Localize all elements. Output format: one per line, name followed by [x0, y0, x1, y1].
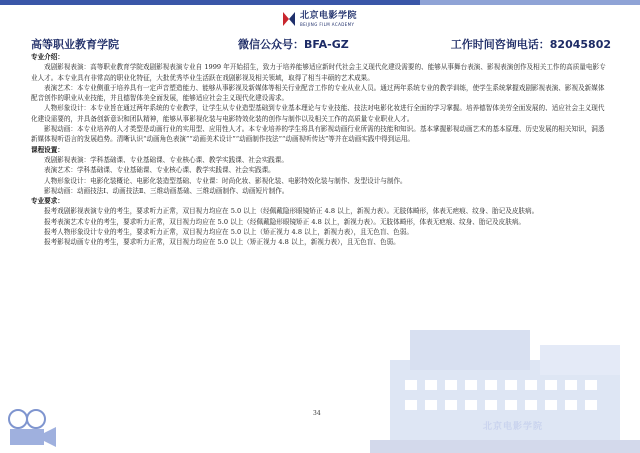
academy-logo	[282, 7, 372, 31]
page-number: 34	[313, 410, 321, 417]
section-heading-courses: 课程设置：	[31, 145, 64, 154]
paragraph-intro-image-design: 人物形象设计：本专业旨在通过两年系统的专业教学，让学生从专业造型基础到专业基本理论与专业技能、技法对电影化妆进行全面的学习掌握。培养德智体美劳全面发展的、适应社会主义现代化建设需要的，并具备创新意识和团队精神，能够从事影视化装与电影特效化装的创作与制作以及相关工作的高质量专业职业人才。	[31, 104, 605, 123]
requirement-image-design: 报考人物形象设计专业的考生，要求听力正常，双目视力均应在 5.0 以上（矫正视力 4.8 以上，新视力表），且无色盲、色弱。	[44, 228, 413, 237]
film-camera-decoration-icon	[0, 395, 60, 453]
article-body	[31, 52, 611, 248]
section-heading-intro: 专业介绍：	[31, 53, 64, 61]
consult-hotline: 工作时间咨询电话：82045802	[450, 38, 611, 51]
logo-name-cn: 北京电影学院	[300, 10, 358, 21]
requirement-performance: 报考表演艺术专业的考生，要求听力正常，双目视力均应在 5.0 以上（经佩戴隐形眼镜矫正 4.8 以上，新视力表）。无肢体畸形，体表无疤痕、纹身、胎记及皮肤病。	[44, 217, 526, 226]
section-heading-requirements: 专业要求：	[31, 197, 64, 206]
academy-watermark: 北京电影学院	[483, 422, 544, 432]
course-item-drama: 戏剧影视表演：学科基础课、专业基础课、专业核心课、教学实践课、社会实践课。	[44, 155, 288, 164]
page-title: 高等职业教育学院	[31, 38, 119, 51]
course-item-animation: 影视动画：动画技法Ⅰ、动画技法Ⅱ、三维动画基础、三维动画制作、动画短片制作。	[44, 186, 289, 195]
wechat-account: 微信公众号：BFA-GZ	[238, 38, 349, 51]
requirement-animation: 报考影视动画专业的考生，要求听力正常，双目视力均应在 5.0 以上（矫正视力 4.8 以上，新视力表），且无色盲、色弱。	[44, 238, 400, 247]
top-stripe-accent	[420, 0, 640, 5]
paragraph-intro-performance: 表演艺术：本专业侧重于培养具有一定声音塑造能力、能够从事影视及新媒体等相关行业配音工作的专业从业人员。通过两年系统专业的教学训练，使学生系统掌握戏剧影视表演、影视及新媒体配音创作的职业从业技能，并且德智体美全面发展，能够适应社会主义现代化建设需求。	[31, 83, 605, 103]
page-header	[31, 36, 611, 52]
logo-emblem-icon	[282, 11, 296, 27]
logo-name-en: BEIJING FILM ACADEMY	[300, 21, 355, 27]
course-item-performance: 表演艺术：学科基础课、专业基础课、专业核心课、教学实践课、社会实践课。	[44, 166, 275, 175]
requirement-drama: 报考戏剧影视表演专业的考生，要求听力正常，双目视力均应在 5.0 以上（经佩戴隐形眼镜矫正 4.8 以上，新视力表）。无肢体畸形，体表无疤痕、纹身、胎记及皮肤病。	[44, 207, 539, 216]
paragraph-intro-drama: 戏剧影视表演：高等职业教育学院戏剧影视表演专业自 1999 年开始招生，致力于培养能够适应新时代社会主义现代化建设需要的、能够从事舞台表演、影视表演创作及相关工作的高质量电影专业人才。本专业具有非常高的职业化特征，大批优秀毕业生活跃在戏剧影视及相关领域，取得了相当丰硕的艺术成果。	[31, 63, 606, 82]
course-item-image-design: 人物形象设计：电影化装概论、电影化装造型基础、专业课：时尚化妆、影视化装、电影特效化装与制作、发型设计与制作。	[44, 176, 407, 185]
paragraph-intro-animation: 影视动画：本专业培养的人才类型是动画行业的实用型、应用性人才。本专业培养的学生将具有影视动画行业所需的技能和知识。基本掌握影视动画艺术的基本原理、历史发展的相关知识，洞悉新媒体视听语言的发展趋势。清晰认识“动画角色表演”“动画美术设计”“动画制作技法”“动画视听传达”等并在动画实践中得到运用。	[31, 125, 605, 144]
